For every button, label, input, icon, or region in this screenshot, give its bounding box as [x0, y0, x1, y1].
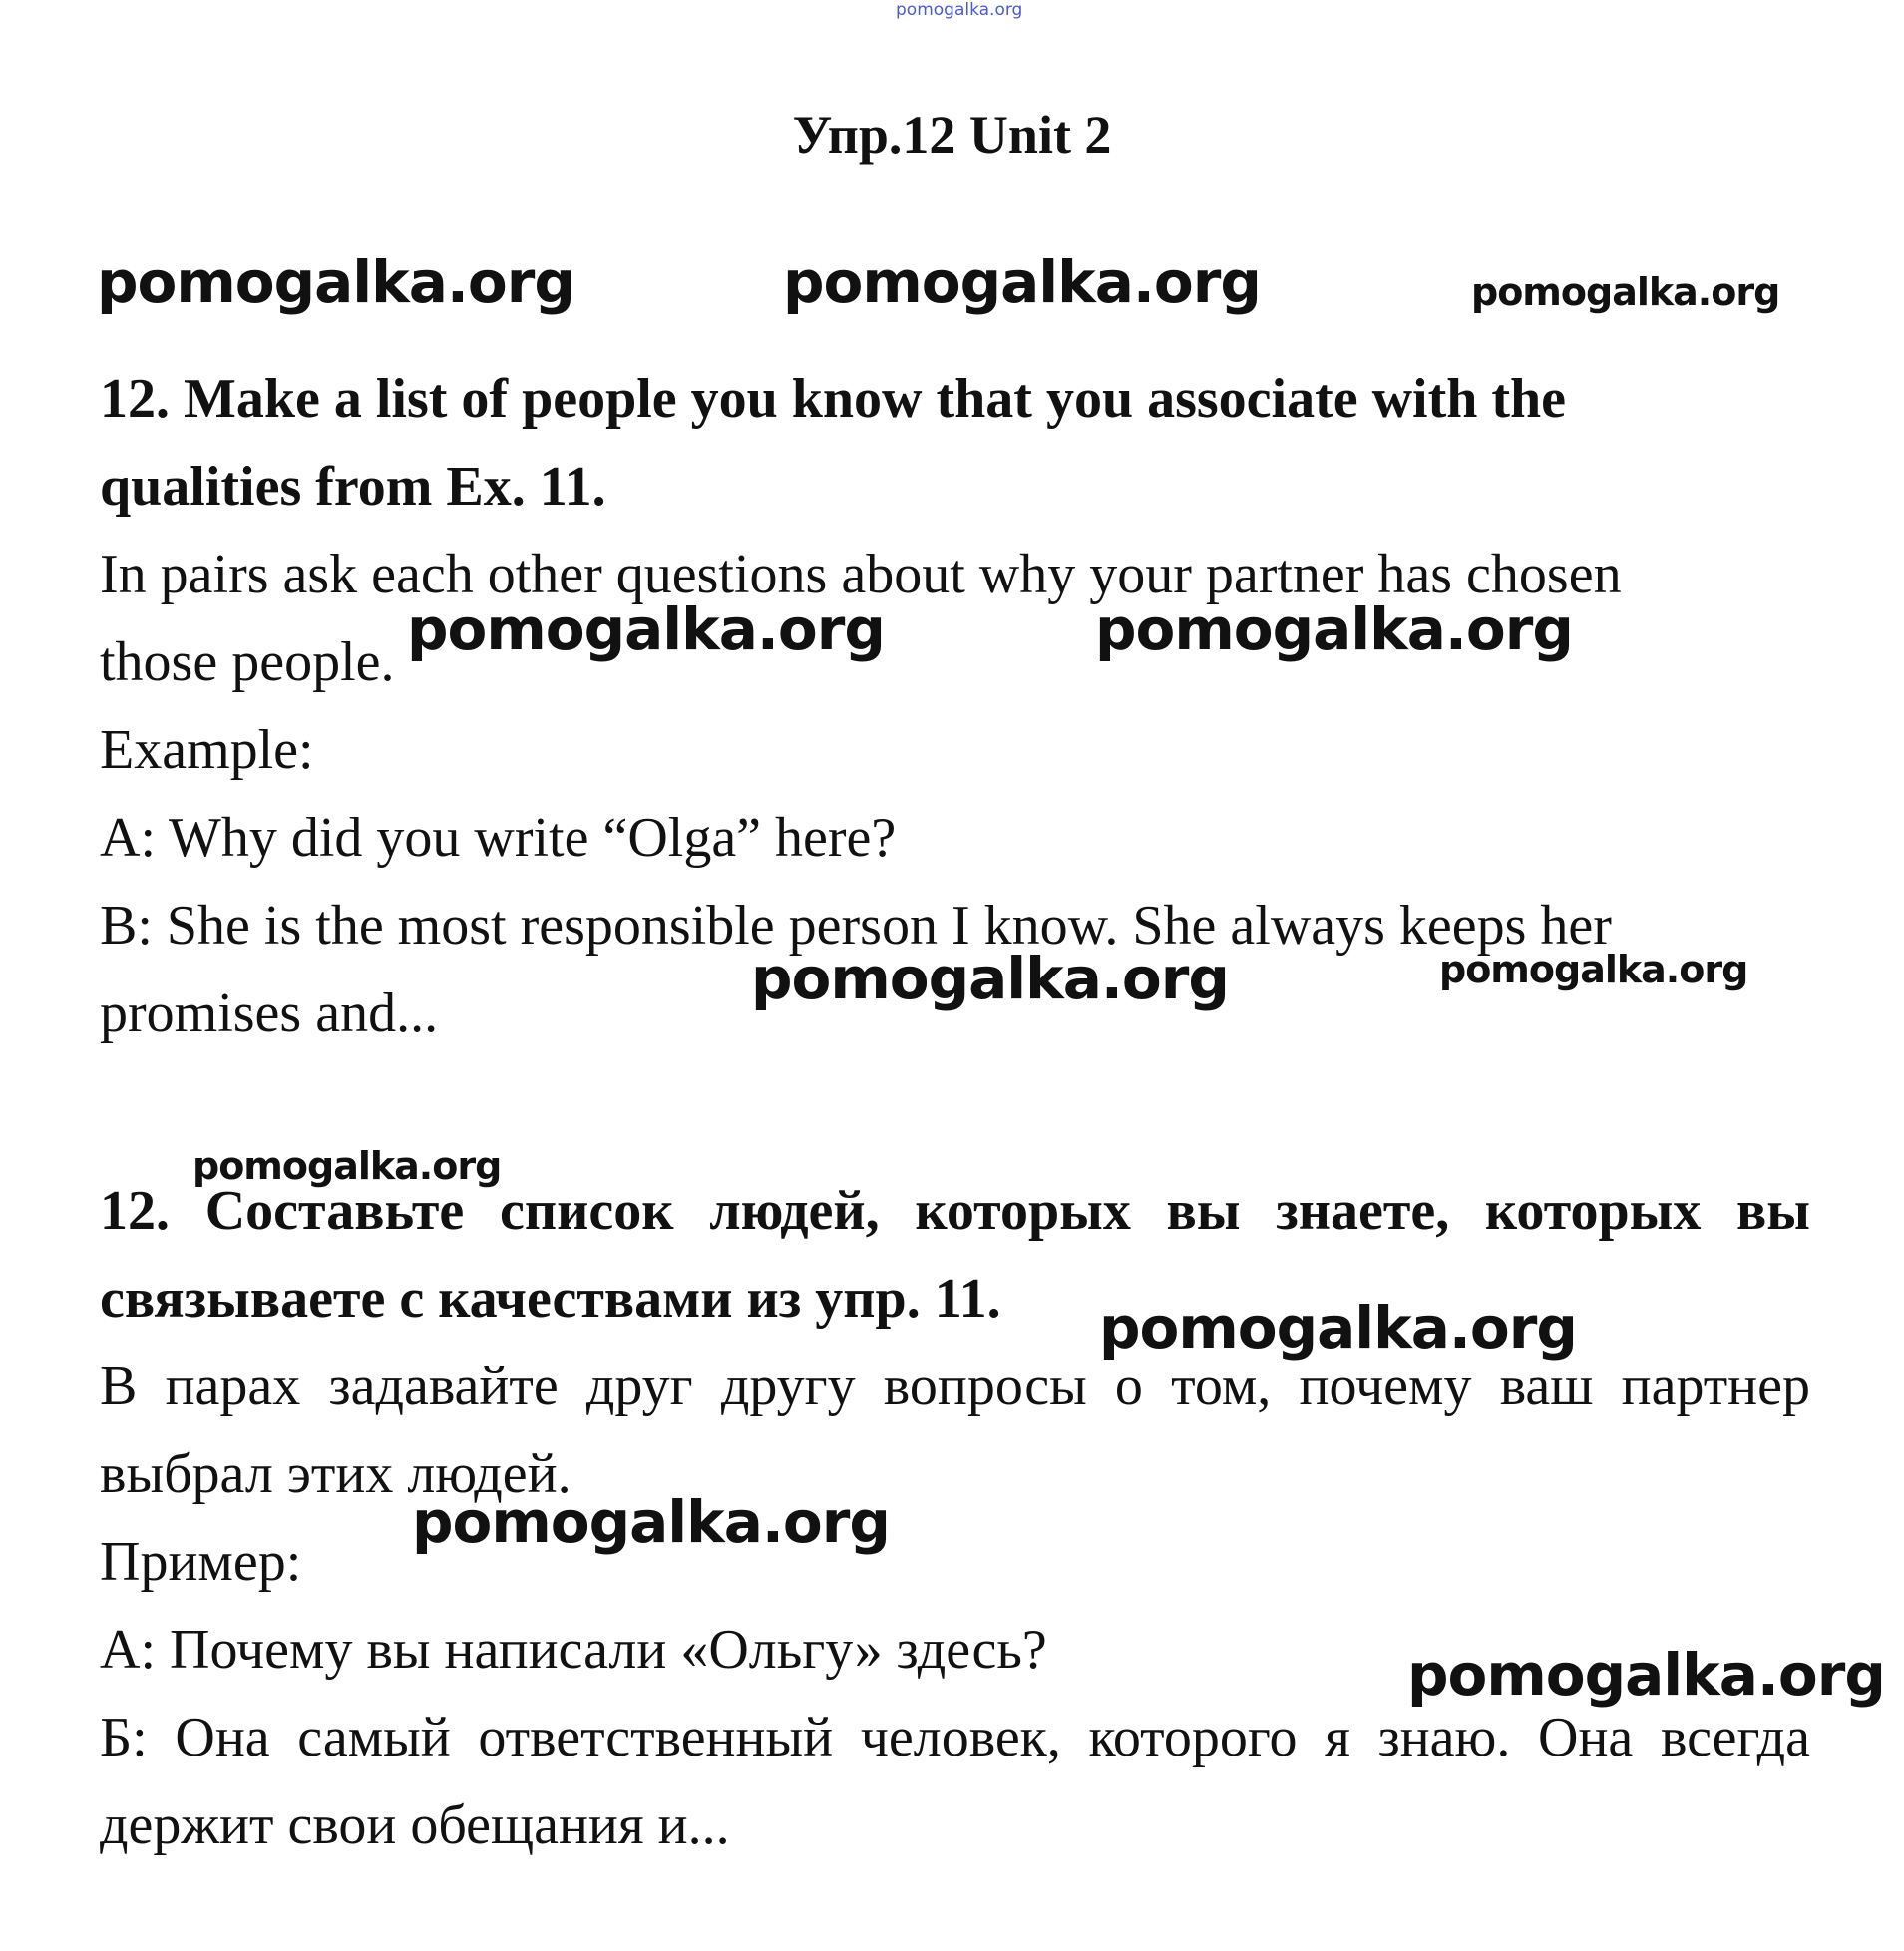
dialog-line-a: А: Почему вы написали «Ольгу» здесь? [100, 1619, 1047, 1681]
watermark: pomogalka.org [412, 1488, 890, 1556]
dialog-line-b: promises and... [100, 982, 439, 1044]
watermark: pomogalka.org [1471, 270, 1780, 314]
watermark: pomogalka.org [1099, 1294, 1577, 1362]
instruction-line: those people. [100, 631, 395, 693]
dialog-line-a: A: Why did you write “Olga” here? [100, 807, 897, 869]
dialog-line-b: Б: Она самый ответственный человек, которого я знаю. Она всегда [100, 1707, 1810, 1768]
instruction-line: In pairs ask each other questions about why your partner has chosen [100, 544, 1622, 605]
watermark: pomogalka.org [783, 248, 1261, 316]
watermark: pomogalka.org [407, 595, 885, 663]
example-label: Example: [100, 719, 314, 781]
task-heading-line: 12. Составьте список людей, которых вы знаете, которых вы [100, 1180, 1810, 1242]
watermark-top: pomogalka.org [896, 0, 1023, 20]
task-heading-line: связываете с качествами из упр. 11. [100, 1268, 1001, 1330]
task-heading-line: qualities from Ex. 11. [100, 456, 606, 518]
watermark: pomogalka.org [192, 1144, 502, 1188]
instruction-line: В парах задавайте друг другу вопросы о том, почему ваш партнер [100, 1356, 1810, 1417]
watermark: pomogalka.org [97, 248, 574, 316]
dialog-line-b: B: She is the most responsible person I know. She always keeps her [100, 895, 1612, 957]
dialog-line-b: держит свои обещания и... [100, 1794, 730, 1856]
watermark: pomogalka.org [1095, 595, 1573, 663]
instruction-line: выбрал этих людей. [100, 1443, 571, 1505]
example-label: Пример: [100, 1531, 302, 1593]
task-heading-line: 12. Make a list of people you know that you associate with the [100, 368, 1567, 430]
watermark: pomogalka.org [1439, 948, 1748, 991]
watermark: pomogalka.org [1407, 1641, 1885, 1709]
watermark: pomogalka.org [751, 945, 1229, 1012]
page-title: Упр.12 Unit 2 [792, 105, 1112, 165]
russian-section [100, 1167, 1810, 1869]
